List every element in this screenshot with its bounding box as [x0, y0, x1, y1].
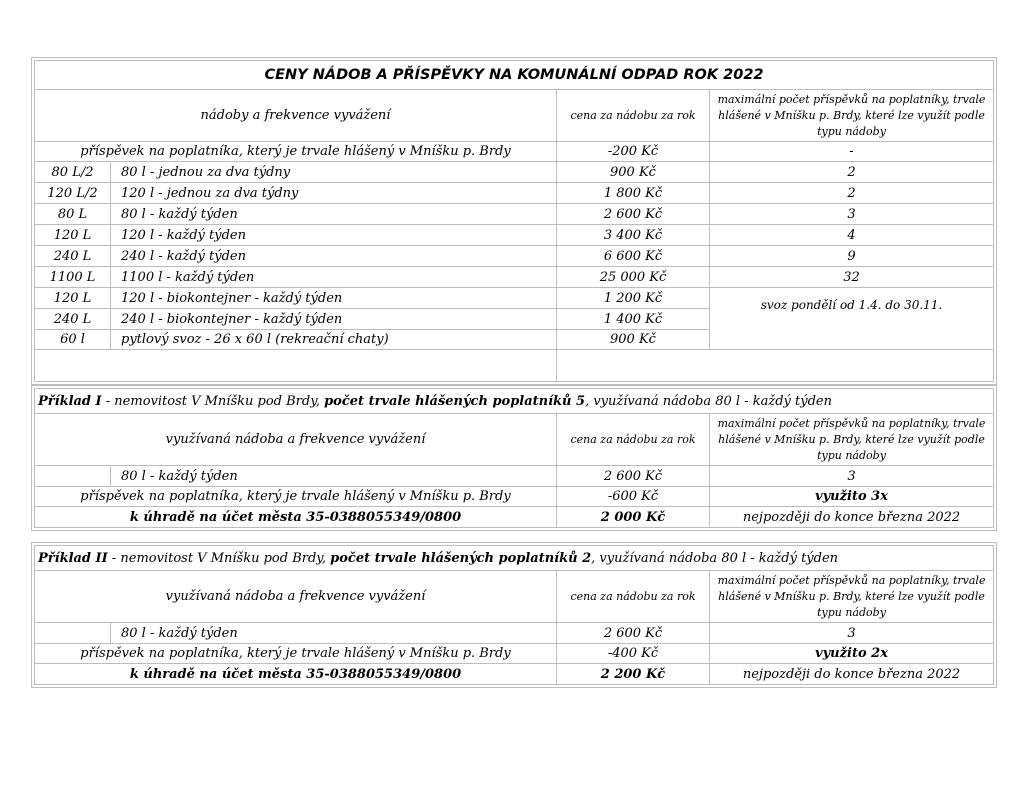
bin-desc: 240 l - každý týden	[111, 246, 557, 267]
bin-desc: 120 l - biokontejner - každý týden	[111, 288, 557, 309]
empty-cell	[35, 466, 111, 487]
bin-max: 9	[710, 246, 994, 267]
total-deadline: nejpozději do konce března 2022	[710, 664, 994, 685]
header-price: cena za nádobu za rok	[557, 414, 710, 466]
contribution-label: příspěvek na poplatníka, který je trvale hlášený v Mníšku p. Brdy	[35, 644, 557, 664]
table-row	[35, 466, 994, 487]
bin-max: 3	[710, 623, 994, 644]
bin-desc: 1100 l - každý týden	[111, 267, 557, 288]
example-1-heading	[35, 389, 994, 414]
example-2-table	[34, 545, 994, 685]
bin-price: 900 Kč	[557, 330, 710, 350]
contribution-price: -600 Kč	[557, 487, 710, 507]
bin-price: 3 400 Kč	[557, 225, 710, 246]
bin-desc: 240 l - biokontejner - každý týden	[111, 309, 557, 330]
table-title: CENY NÁDOB A PŘÍSPĚVKY NA KOMUNÁLNÍ ODPAD ROK 2022	[35, 61, 994, 90]
table-row	[35, 623, 994, 644]
total-row	[35, 507, 994, 528]
header-max: maximální počet příspěvků na poplatníky, trvale hlášené v Mníšku p. Brdy, které lze využít podle typu nádoby	[710, 90, 994, 142]
bio-collection-note: svoz pondělí od 1.4. do 30.11.	[710, 288, 994, 350]
header-bins: využívaná nádoba a frekvence vyvážení	[35, 571, 557, 623]
table-row	[35, 162, 994, 183]
example-2-text-a: - nemovitost V Mníšku pod Brdy,	[107, 550, 331, 566]
header-price: cena za nádobu za rok	[557, 90, 710, 142]
bin-code: 120 L	[35, 288, 111, 309]
bin-desc: 80 l - každý týden	[111, 204, 557, 225]
contribution-row	[35, 142, 994, 162]
bin-price: 2 600 Kč	[557, 204, 710, 225]
total-label: k úhradě na účet města 35-0388055349/0800	[35, 664, 557, 685]
bin-max: 3	[710, 466, 994, 487]
bin-max: 2	[710, 162, 994, 183]
bin-desc: 80 l - jednou za dva týdny	[111, 162, 557, 183]
example-2-text-b: , využívaná nádoba 80 l - každý týden	[591, 550, 839, 566]
bin-price: 2 600 Kč	[557, 623, 710, 644]
example-1-strong: počet trvale hlášených poplatníků 5	[324, 393, 586, 409]
price-table	[34, 60, 994, 382]
table-row	[35, 487, 994, 507]
contribution-label: příspěvek na poplatníka, který je trvale hlášený v Mníšku p. Brdy	[35, 142, 557, 162]
bin-code: 240 L	[35, 309, 111, 330]
contribution-label: příspěvek na poplatníka, který je trvale hlášený v Mníšku p. Brdy	[35, 487, 557, 507]
header-price: cena za nádobu za rok	[557, 571, 710, 623]
contribution-price: -200 Kč	[557, 142, 710, 162]
total-label: k úhradě na účet města 35-0388055349/0800	[35, 507, 557, 528]
bin-desc: 120 l - jednou za dva týdny	[111, 183, 557, 204]
bin-desc: pytlový svoz - 26 x 60 l (rekreační chaty)	[111, 330, 557, 350]
total-price: 2 000 Kč	[557, 507, 710, 528]
example-1-text-a: - nemovitost V Mníšku pod Brdy,	[101, 393, 325, 409]
table-row	[35, 183, 994, 204]
bin-desc: 120 l - každý týden	[111, 225, 557, 246]
example-2-strong: počet trvale hlášených poplatníků 2	[330, 550, 592, 566]
empty-cell	[710, 350, 994, 382]
bin-price: 6 600 Kč	[557, 246, 710, 267]
bin-price: 1 200 Kč	[557, 288, 710, 309]
contribution-price: -400 Kč	[557, 644, 710, 664]
header-max: maximální počet příspěvků na poplatníky, trvale hlášené v Mníšku p. Brdy, které lze využít podle typu nádoby	[710, 414, 994, 466]
bin-price: 1 400 Kč	[557, 309, 710, 330]
total-price: 2 200 Kč	[557, 664, 710, 685]
table-row	[35, 204, 994, 225]
table-row	[35, 288, 994, 309]
bin-max: 2	[710, 183, 994, 204]
bin-price: 25 000 Kč	[557, 267, 710, 288]
empty-cell	[35, 350, 557, 382]
example-2-heading	[35, 546, 994, 571]
example-1-table	[34, 388, 994, 528]
bin-desc: 80 l - každý týden	[111, 466, 557, 487]
bin-code: 120 L	[35, 225, 111, 246]
contribution-max: -	[710, 142, 994, 162]
contribution-used: využito 2x	[710, 644, 994, 664]
empty-cell	[557, 350, 710, 382]
empty-cell	[35, 623, 111, 644]
table-row	[35, 267, 994, 288]
example-1-label: Příklad I	[38, 393, 102, 409]
table-row	[35, 246, 994, 267]
header-bins: využívaná nádoba a frekvence vyvážení	[35, 414, 557, 466]
total-deadline: nejpozději do konce března 2022	[710, 507, 994, 528]
example-2-label: Příklad II	[38, 550, 108, 566]
header-bins: nádoby a frekvence vyvážení	[35, 90, 557, 142]
bin-code: 240 L	[35, 246, 111, 267]
contribution-used: využito 3x	[710, 487, 994, 507]
bin-code: 80 L/2	[35, 162, 111, 183]
example-1-text-b: , využívaná nádoba 80 l - každý týden	[585, 393, 832, 409]
bin-price: 1 800 Kč	[557, 183, 710, 204]
total-row	[35, 664, 994, 685]
header-max: maximální počet příspěvků na poplatníky, trvale hlášené v Mníšku p. Brdy, které lze využít podle typu nádoby	[710, 571, 994, 623]
bin-code: 80 L	[35, 204, 111, 225]
bin-code: 60 l	[35, 330, 111, 350]
bin-code: 1100 L	[35, 267, 111, 288]
bin-code: 120 L/2	[35, 183, 111, 204]
bin-max: 32	[710, 267, 994, 288]
bin-price: 900 Kč	[557, 162, 710, 183]
table-row	[35, 644, 994, 664]
bin-desc: 80 l - každý týden	[111, 623, 557, 644]
bin-max: 4	[710, 225, 994, 246]
empty-row	[35, 350, 994, 382]
bin-max: 3	[710, 204, 994, 225]
table-row	[35, 225, 994, 246]
bin-price: 2 600 Kč	[557, 466, 710, 487]
